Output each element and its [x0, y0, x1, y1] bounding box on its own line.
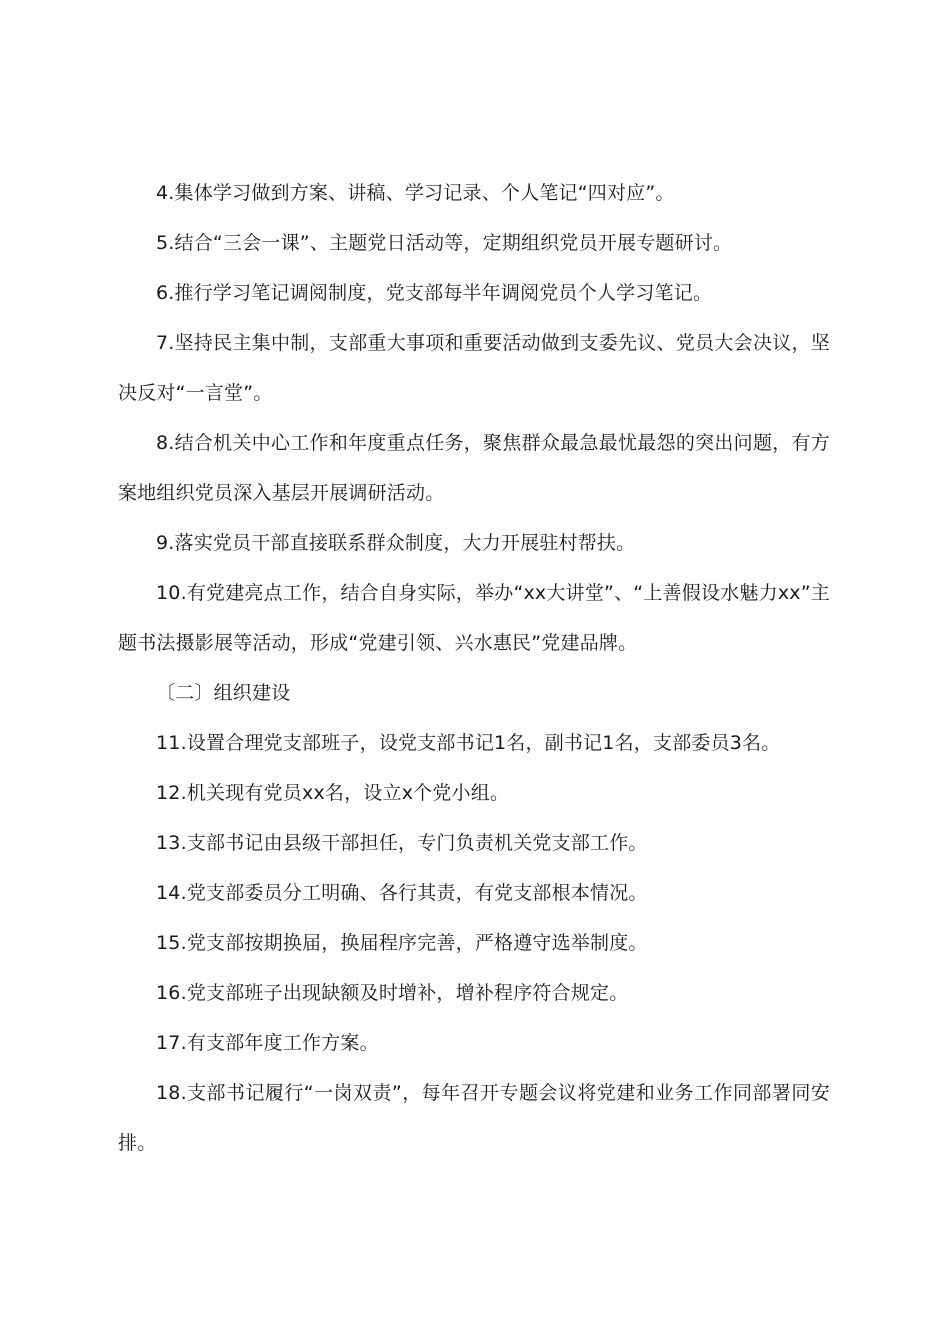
paragraph-item-18: 18.支部书记履行“一岗双责”，每年召开专题会议将党建和业务工作同部署同安排。: [118, 1082, 830, 1154]
paragraph-item-11: 11.设置合理党支部班子，设党支部书记1名，副书记1名，支部委员3名。: [156, 732, 781, 754]
paragraph-item-16: 16.党支部班子出现缺额及时增补，增补程序符合规定。: [156, 982, 629, 1004]
document-body: [118, 168, 830, 1168]
paragraph-item-5: 5.结合“三会一课”、主题党日活动等，定期组织党员开展专题研讨。: [156, 232, 733, 254]
paragraph-item-8: 8.结合机关中心工作和年度重点任务，聚焦群众最急最忧最怨的突出问题，有方案地组织党员深入基层开展调研活动。: [118, 432, 830, 504]
paragraph-item-4: 4.集体学习做到方案、讲稿、学习记录、个人笔记“四对应”。: [156, 182, 675, 204]
paragraph-item-17: 17.有支部年度工作方案。: [156, 1032, 379, 1054]
paragraph-item-6: 6.推行学习笔记调阅制度，党支部每半年调阅党员个人学习笔记。: [156, 282, 713, 304]
paragraph-item-13: 13.支部书记由县级干部担任，专门负责机关党支部工作。: [156, 832, 648, 854]
paragraph-item-14: 14.党支部委员分工明确、各行其责，有党支部根本情况。: [156, 882, 648, 904]
paragraph-item-10: 10.有党建亮点工作，结合自身实际，举办“xx大讲堂”、“上善假设水魅力xx”主题书法摄影展等活动，形成“党建引领、兴水惠民”党建品牌。: [118, 582, 830, 654]
paragraph-item-12: 12.机关现有党员xx名，设立x个党小组。: [156, 782, 510, 804]
paragraph-item-15: 15.党支部按期换届，换届程序完善，严格遵守选举制度。: [156, 932, 648, 954]
paragraph-item-9: 9.落实党员干部直接联系群众制度，大力开展驻村帮扶。: [156, 532, 636, 554]
section-heading: 〔二〕组织建设: [156, 682, 291, 704]
paragraph-item-7: 7.坚持民主集中制，支部重大事项和重要活动做到支委先议、党员大会决议，坚决反对“一言堂”。: [118, 332, 830, 404]
